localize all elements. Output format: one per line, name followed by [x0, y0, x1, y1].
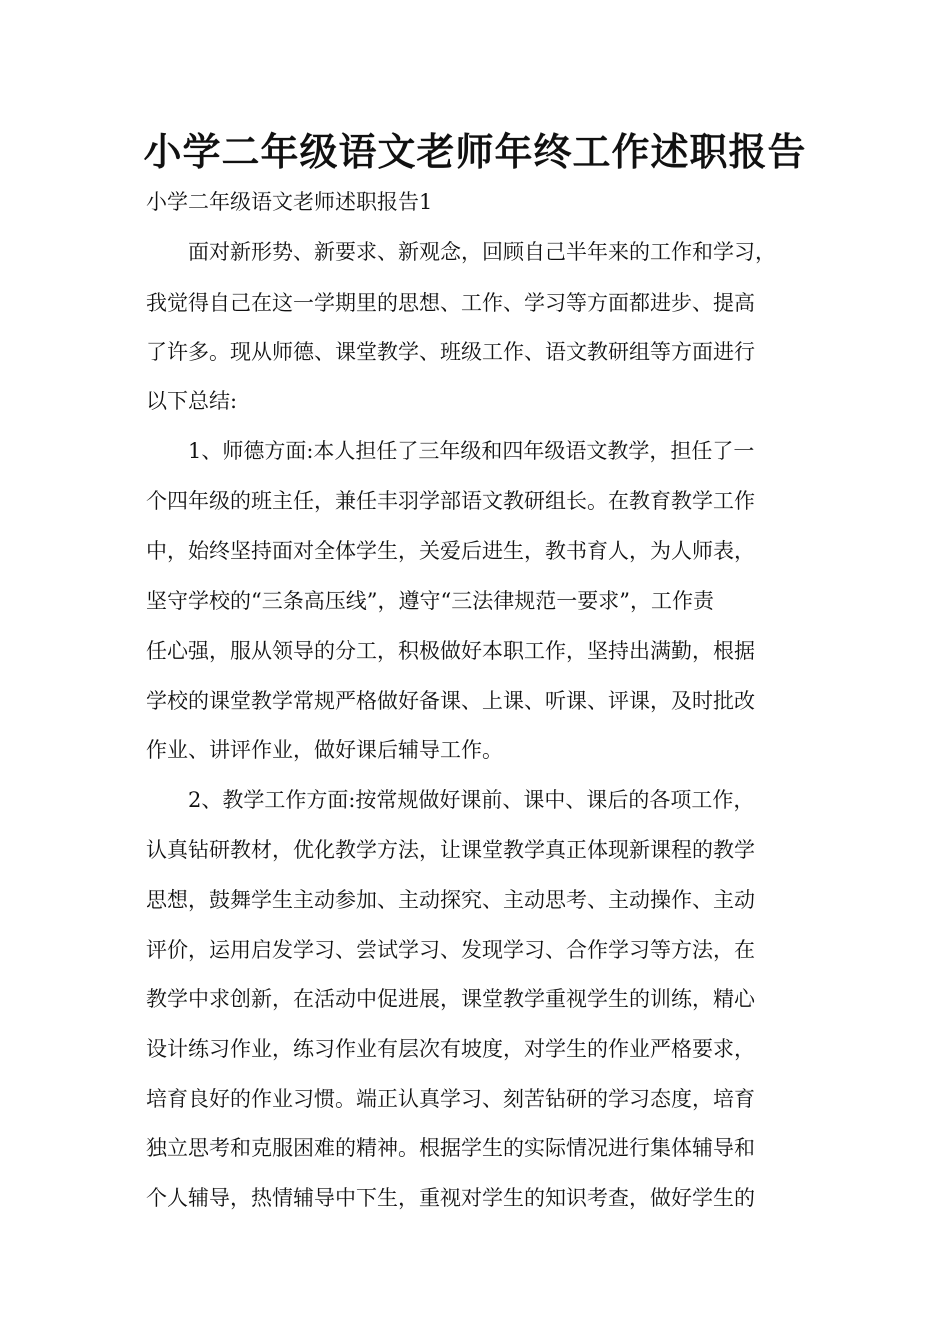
- paragraph-line: 学校的课堂教学常规严格做好备课、上课、听课、评课，及时批改: [146, 689, 755, 713]
- paragraph-line: 中，始终坚持面对全体学生，关爱后进生，教书育人，为人师表，: [146, 539, 755, 563]
- paragraph-line: 坚守学校的“三条高压线”，遵守“三法律规范一要求”，工作责: [146, 589, 714, 613]
- paragraph-line: 任心强，服从领导的分工，积极做好本职工作，坚持出满勤，根据: [146, 639, 755, 663]
- paragraph-line: 了许多。现从师德、课堂教学、班级工作、语文教研组等方面进行: [146, 340, 755, 364]
- paragraph-line: 独立思考和克服困难的精神。根据学生的实际情况进行集体辅导和: [146, 1136, 755, 1160]
- paragraph-line: 个四年级的班主任，兼任丰羽学部语文教研组长。在教育教学工作: [146, 489, 755, 513]
- paragraph-line: 认真钻研教材，优化教学方法，让课堂教学真正体现新课程的教学: [146, 838, 755, 862]
- paragraph-line: 思想，鼓舞学生主动参加、主动探究、主动思考、主动操作、主动: [146, 888, 755, 912]
- paragraph-line: 评价，运用启发学习、尝试学习、发现学习、合作学习等方法，在: [146, 938, 755, 962]
- paragraph-line: 个人辅导，热情辅导中下生，重视对学生的知识考查，做好学生的: [146, 1186, 755, 1210]
- paragraph-line: 以下总结:: [146, 389, 238, 413]
- document-subtitle: 小学二年级语文老师述职报告1: [146, 190, 433, 214]
- paragraph-line: 培育良好的作业习惯。端正认真学习、刻苦钻研的学习态度，培育: [146, 1087, 755, 1111]
- document-title: 小学二年级语文老师年终工作述职报告: [143, 129, 807, 174]
- paragraph-line: 设计练习作业，练习作业有层次有坡度，对学生的作业严格要求，: [146, 1037, 755, 1061]
- paragraph-line: 教学中求创新，在活动中促进展，课堂教学重视学生的训练，精心: [146, 987, 755, 1011]
- paragraph-line: 作业、讲评作业，做好课后辅导工作。: [146, 738, 503, 762]
- paragraph-line: 1、师德方面:本人担任了三年级和四年级语文教学，担任了一: [188, 439, 755, 463]
- paragraph-line: 2、教学工作方面:按常规做好课前、课中、课后的各项工作，: [188, 788, 755, 812]
- paragraph-line: 面对新形势、新要求、新观念，回顾自己半年来的工作和学习，: [188, 240, 776, 264]
- paragraph-line: 我觉得自己在这一学期里的思想、工作、学习等方面都进步、提高: [146, 291, 755, 315]
